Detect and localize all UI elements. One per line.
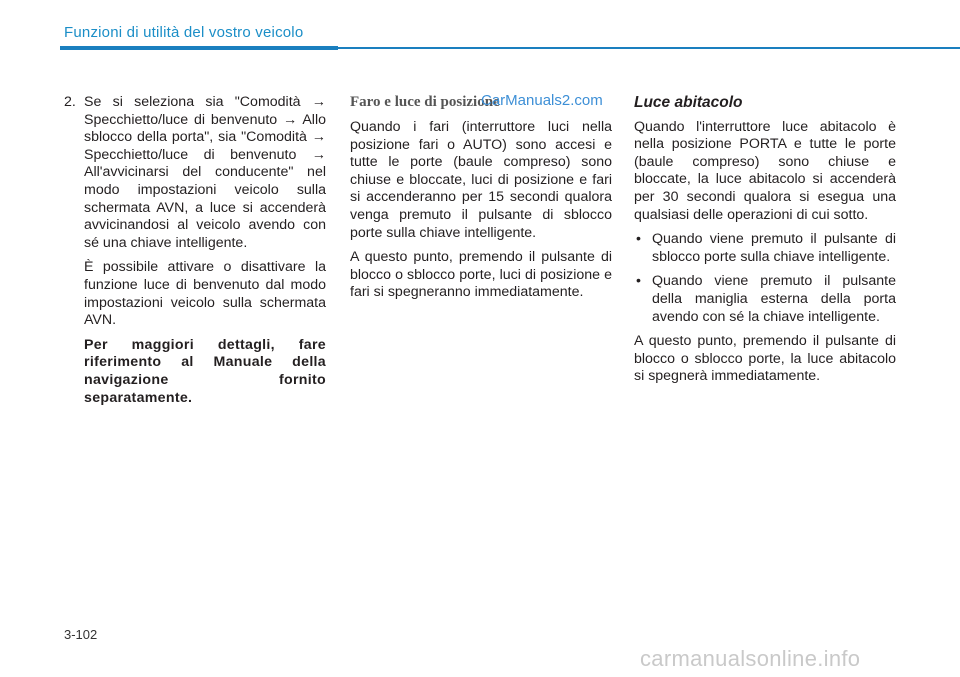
list-item [634, 273, 896, 326]
column-left [64, 94, 326, 407]
watermark: CarManuals2.com [481, 92, 603, 109]
paragraph: A questo punto, premendo il pulsante di blocco o sblocco porte, luci di posizione e fari si spegneranno immediatamente. [350, 249, 612, 301]
bullet-icon: • [636, 273, 641, 290]
list-item-text: Quando viene premuto il pulsante della maniglia esterna della porta avendo con sé la chiave intelligente. [652, 273, 896, 325]
heading-text: Faro e luce di posizione [350, 94, 500, 110]
footer-watermark: carmanualsonline.info [640, 646, 861, 671]
item-text: Se si seleziona sia "Comodità → Specchietto/luce di benvenuto → Allo sblocco della porta", sia "Comodità → Specchietto/luce di benvenuto → All'avvicinarsi del conducente" nel modo impostazioni veicolo sulla schermata AVN, a luce si accenderà avvicinandosi al veicolo avendo con sé una chiave intelligente. [84, 94, 326, 251]
item-number: 2. [64, 94, 76, 110]
column-right [634, 94, 896, 386]
reference-note: Per maggiori dettagli, fare riferimento al Manuale della navigazione fornito separatamente. [84, 336, 326, 406]
paragraph: Quando i fari (interruttore luci nella posizione fari o AUTO) sono accesi e tutte le porte (baule compreso) sono chiuse e bloccate, luci di posizione e fari si accenderanno per 15 secondi qualora venga premuto il pulsante di sblocco porte sulla chiave intelligente. [350, 119, 612, 241]
section-title: Funzioni di utilità del vostro veicolo [64, 24, 304, 41]
page-number: 3-102 [64, 627, 98, 642]
bullet-icon: • [636, 231, 641, 248]
header-rule [338, 47, 960, 49]
paragraph: È possibile attivare o disattivare la funzione luce di benvenuto dal modo impostazioni veicolo sulla schermata AVN. [84, 259, 326, 329]
list-item [634, 231, 896, 266]
paragraph: Quando l'interruttore luce abitacolo è nella posizione PORTA e tutte le porte (baule compreso) sono chiuse e bloccate, la luce abitacolo si accenderà per 30 secondi qualora si esegua una qualsiasi delle operazioni di cui sotto. [634, 118, 896, 223]
list-item-text: Quando viene premuto il pulsante di sblocco porte sulla chiave intelligente. [652, 231, 896, 265]
header-accent-bar [60, 46, 338, 50]
section-heading: Luce abitacolo [634, 94, 743, 111]
paragraph: A questo punto, premendo il pulsante di blocco o sblocco porte, la luce abitacolo si spegnerà immediatamente. [634, 333, 896, 385]
column-middle [350, 94, 612, 302]
section-heading [350, 94, 612, 112]
numbered-item [64, 94, 326, 252]
